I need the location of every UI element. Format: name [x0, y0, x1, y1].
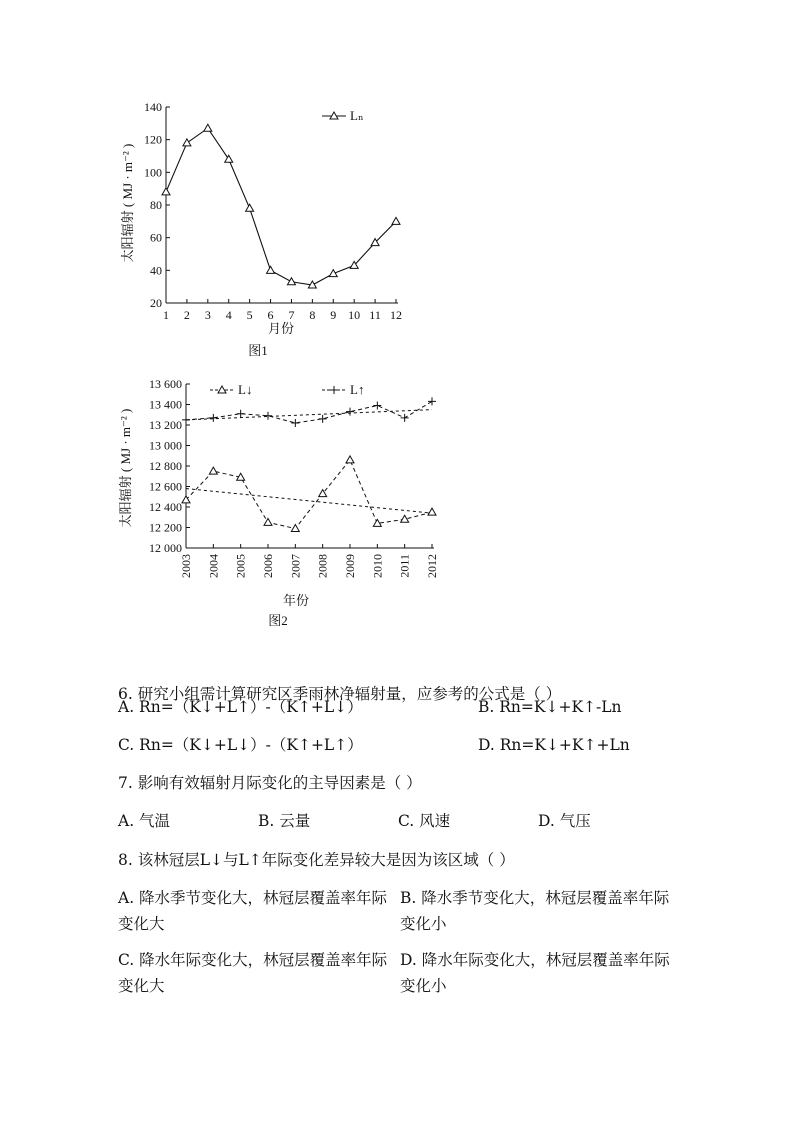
figure-2-series-up-point	[291, 419, 299, 427]
question-7-option-c: C. 风速	[398, 812, 451, 830]
figure-1-data-point	[287, 278, 295, 285]
figure-2-series-up-point	[209, 414, 217, 422]
question-6-option-b: B. Rn=K↓+K↑-Ln	[478, 698, 622, 716]
figure-1-y-tick-label: 120	[144, 132, 162, 147]
question-8-option-d: D. 降水年际变化大，林冠层覆盖率年际变化小	[400, 951, 670, 995]
figure-2-series-down-line	[186, 460, 432, 529]
figure-2-y-tick-label: 13 000	[149, 438, 182, 453]
figure-2-y-tick-label: 12 000	[149, 541, 182, 555]
figure-2-y-axis-label: 太阳辐射 ( MJ · m⁻² )	[118, 408, 133, 528]
figure-1-data-point	[183, 139, 191, 146]
figure-2-x-tick-label: 2003	[179, 554, 193, 578]
figure-1-y-tick-label: 20	[150, 296, 162, 310]
figure-1-x-axis-label: 月份	[267, 321, 295, 336]
question-7-option-a: A. 气温	[118, 812, 171, 830]
question-8-option-a: A. 降水季节变化大，林冠层覆盖率年际变化大	[118, 889, 388, 933]
figure-2-series-up-point	[264, 412, 272, 420]
figure-1-data-point	[204, 124, 212, 131]
figure-2-series-up-point	[319, 415, 327, 423]
figure-2-series-down-point	[401, 515, 409, 522]
figure-1-y-axis-label: 太阳辐射 ( MJ · m⁻² )	[120, 143, 135, 263]
figure-1-y-tick-label: 140	[144, 100, 162, 114]
figure-2-x-tick-label: 2006	[261, 554, 275, 578]
figure-1-data-point	[225, 155, 233, 162]
figure-2-y-tick-label: 12 800	[149, 459, 182, 473]
question-8-option-b: B. 降水季节变化大，林冠层覆盖率年际变化小	[400, 889, 670, 933]
figure-1-data-point	[329, 270, 337, 277]
figure-1-x-tick-label: 11	[369, 308, 381, 322]
figure-2-caption: 图2	[268, 613, 288, 628]
figure-1-x-tick-label: 7	[288, 308, 295, 322]
figure-1-data-point	[162, 188, 170, 195]
figure-2-series-down-point	[209, 467, 217, 474]
figure-2-annual-radiation-chart	[110, 372, 450, 632]
figure-1-x-tick-label: 9	[330, 308, 337, 322]
figure-2-x-tick-label: 2010	[370, 554, 385, 578]
figure-2-y-tick-label: 13 200	[149, 418, 182, 432]
figure-2-x-tick-label: 2012	[425, 554, 439, 578]
figure-1-y-tick-label: 60	[150, 230, 162, 245]
question-7-option-d: D. 气压	[538, 812, 591, 830]
question-7-option-b: B. 云量	[258, 812, 311, 830]
figure-2-series-down-trendline	[186, 489, 432, 514]
figure-2-series-down-point	[264, 518, 272, 525]
figure-1-y-tick-label: 100	[144, 165, 162, 180]
figure-2-series-down-point	[291, 525, 299, 532]
figure-1-x-tick-label: 12	[390, 308, 402, 322]
figure-1-data-point	[246, 204, 254, 211]
figure-2-x-tick-label: 2007	[288, 554, 303, 578]
figure-1-legend	[322, 108, 364, 123]
figure-2-series-down-point	[182, 496, 190, 503]
figure-1-data-point	[267, 266, 275, 273]
figure-1-series-line	[166, 128, 396, 285]
figure-2-x-tick-label: 2004	[206, 554, 221, 578]
figure-1-y-tick-label: 80	[150, 198, 162, 212]
figure-2-series-up-point	[401, 414, 409, 422]
figure-1-x-tick-label: 1	[163, 308, 169, 322]
figure-2-y-tick-label: 13 600	[149, 377, 182, 391]
figure-1-x-tick-label: 4	[225, 308, 232, 322]
figure-1-x-tick-label: 10	[348, 308, 361, 322]
figure-2-series-up-line	[186, 401, 432, 423]
figure-1-monthly-radiation-chart	[110, 95, 410, 365]
figure-2-legend-down-label: L↓	[238, 382, 253, 397]
figure-1-data-point	[392, 217, 400, 224]
question-7-stem: 7. 影响有效辐射月际变化的主导因素是（ ）	[118, 774, 422, 792]
figure-2-y-tick-label: 12 600	[149, 479, 182, 494]
figure-1-x-tick-label: 5	[246, 308, 253, 322]
figure-2-series-up-point	[428, 397, 436, 405]
figure-2-series-up-trendline	[186, 410, 432, 420]
figure-2-y-tick-label: 12 200	[149, 520, 182, 535]
figure-2-series-up-point	[182, 416, 190, 424]
figure-1-x-tick-label: 8	[309, 308, 316, 322]
figure-2-x-tick-label: 2008	[315, 554, 330, 578]
figure-1-legend-label: Lₙ	[350, 108, 364, 123]
question-8-stem: 8. 该林冠层L↓与L↑年际变化差异较大是因为该区域（ ）	[118, 851, 515, 869]
figure-2-series-down-point	[346, 456, 354, 463]
figure-2-legend-up	[322, 382, 364, 397]
question-6-stem: 6. 研究小组需计算研究区季雨林净辐射量，应参考的公式是（ ）	[118, 685, 562, 703]
question-6-option-d: D. Rn=K↓+K↑+Ln	[478, 736, 630, 754]
figure-1-x-tick-label: 2	[183, 308, 190, 322]
figure-1-x-tick-label: 3	[204, 308, 211, 322]
figure-2-legend-down	[210, 382, 252, 397]
figure-2-series-up-point	[237, 410, 245, 418]
figure-2-series-up-point	[346, 408, 354, 416]
figure-1-x-tick-label: 6	[267, 308, 274, 322]
figure-2-y-tick-label: 12 400	[149, 500, 182, 514]
question-6-option-a: A. Rn=（K↓+L↑）-（K↑+L↓）	[118, 698, 363, 716]
figure-2-x-tick-label: 2011	[397, 554, 412, 578]
figure-2-legend-up-label: L↑	[350, 382, 365, 397]
figure-2-x-axis-label: 年份	[282, 593, 310, 608]
figure-2-series-down-point	[428, 508, 436, 515]
question-8-option-c: C. 降水年际变化大，林冠层覆盖率年际变化大	[118, 951, 388, 995]
figure-2-x-tick-label: 2009	[343, 554, 357, 578]
question-6-option-c: C. Rn=（K↓+L↓）-（K↑+L↑）	[118, 736, 363, 754]
figure-1-caption: 图1	[248, 343, 268, 358]
figure-2-x-tick-label: 2005	[233, 554, 248, 578]
figure-2-series-up-point	[373, 402, 381, 410]
figure-2-y-tick-label: 13 400	[149, 397, 182, 412]
figure-1-y-tick-label: 40	[150, 263, 162, 278]
